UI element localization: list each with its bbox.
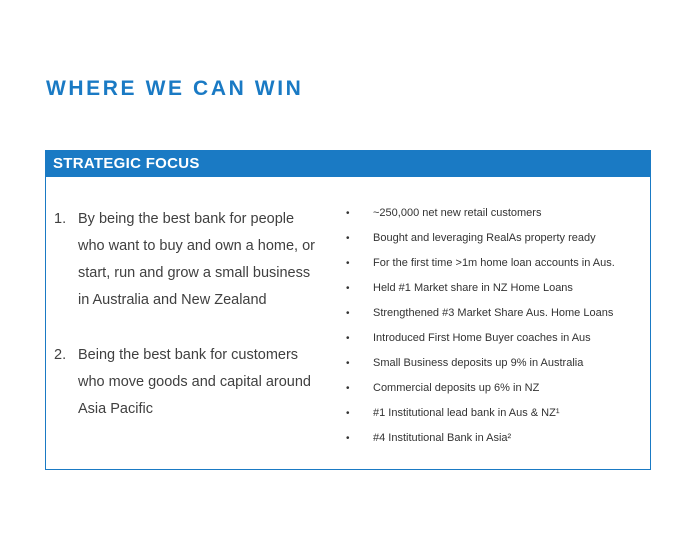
achievement-item — [346, 426, 615, 451]
bullet-icon: • — [346, 258, 350, 269]
achievement-item — [346, 251, 615, 276]
priority-list — [54, 206, 324, 423]
achievement-item — [346, 326, 615, 351]
page-title: WHERE WE CAN WIN — [46, 77, 304, 100]
bullet-icon: • — [346, 383, 350, 394]
bullet-icon: • — [346, 283, 350, 294]
achievement-text: ~250,000 net new retail customers — [373, 207, 542, 219]
bullet-icon: • — [346, 408, 350, 419]
achievement-text: Commercial deposits up 6% in NZ — [373, 382, 540, 394]
priority-item — [54, 342, 324, 423]
achievement-text: For the first time >1m home loan accounts in Aus. — [373, 257, 615, 269]
strategic-focus-panel — [45, 150, 651, 470]
achievement-text: Introduced First Home Buyer coaches in Aus — [373, 332, 591, 344]
bullet-icon: • — [346, 208, 350, 219]
achievement-text: Small Business deposits up 9% in Australia — [373, 357, 584, 369]
bullet-icon: • — [346, 333, 350, 344]
achievement-item — [346, 301, 615, 326]
priority-item — [54, 206, 324, 314]
bullet-icon: • — [346, 358, 350, 369]
achievement-text: Bought and leveraging RealAs property ready — [373, 232, 596, 244]
bullet-icon: • — [346, 233, 350, 244]
priority-text: By being the best bank for people who want to buy and own a home, or start, run and grow a small business in Australia and New Zealand — [78, 211, 315, 308]
bullet-icon: • — [346, 433, 350, 444]
achievement-item — [346, 401, 615, 426]
priority-text: Being the best bank for customers who move goods and capital around Asia Pacific — [78, 347, 311, 417]
achievement-text: #4 Institutional Bank in Asia² — [373, 432, 512, 444]
achievement-text: Held #1 Market share in NZ Home Loans — [373, 282, 573, 294]
achievement-item — [346, 376, 615, 401]
achievement-text: Strengthened #3 Market Share Aus. Home Loans — [373, 307, 614, 319]
priority-number: 2. — [54, 347, 67, 363]
achievement-item — [346, 351, 615, 376]
achievement-text: #1 Institutional lead bank in Aus & NZ¹ — [373, 407, 560, 419]
achievement-list — [346, 201, 615, 451]
priority-number: 1. — [54, 211, 67, 227]
bullet-icon: • — [346, 308, 350, 319]
achievement-item — [346, 201, 615, 226]
achievement-item — [346, 276, 615, 301]
strategic-focus-header: STRATEGIC FOCUS — [46, 151, 650, 177]
achievement-item — [346, 226, 615, 251]
